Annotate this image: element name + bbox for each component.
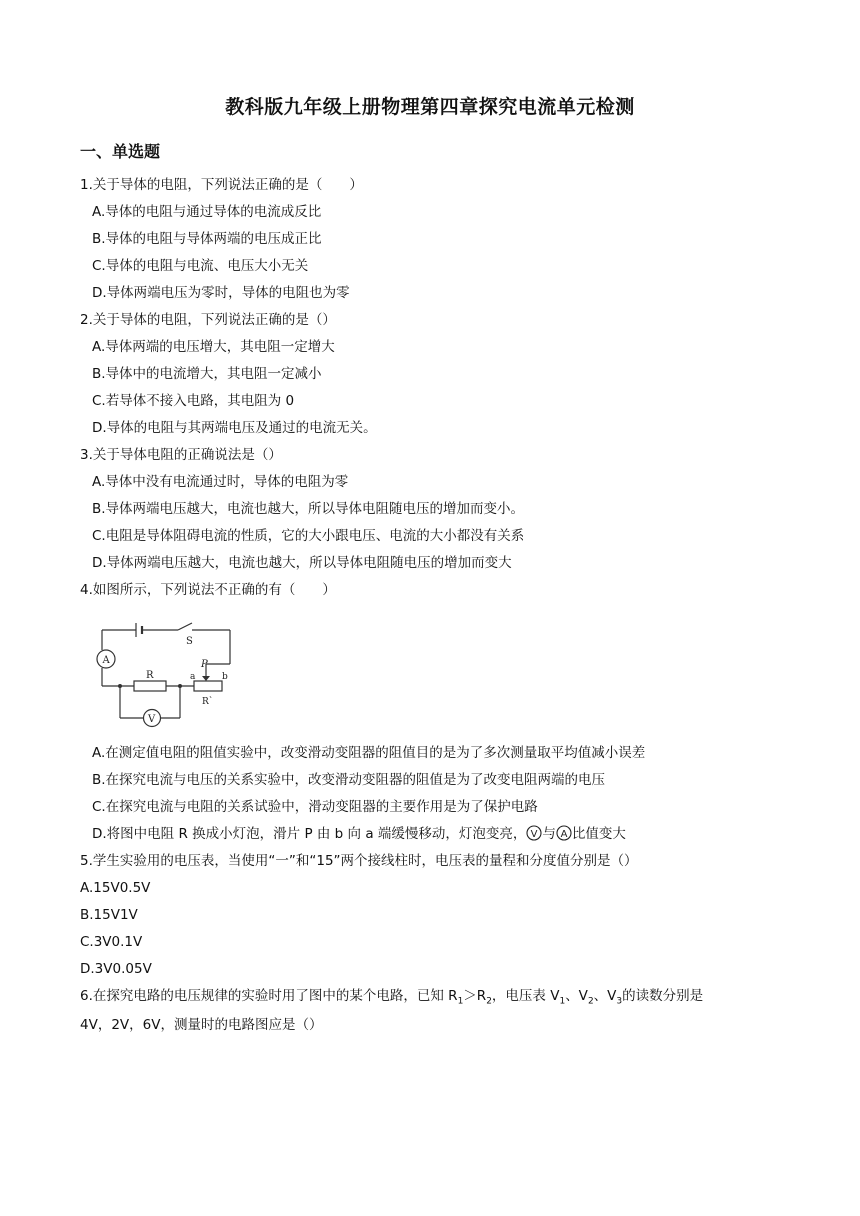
question-2-option-c: C.若导体不接入电路，其电阻为 0	[92, 393, 295, 409]
circuit-diagram	[92, 618, 242, 730]
question-6-stem-line-1: 6.在探究电路的电压规律的实验时用了图中的某个电路，已知 $R_1>R_2$，电压表 $V_1$、$V_2$、$V_3$的读数分别是	[80, 988, 704, 1007]
question-3-option-a: A.导体中没有电流通过时，导体的电阻为零	[92, 474, 349, 490]
label-voltmeter: V	[148, 714, 156, 725]
voltmeter-symbol-icon	[526, 825, 542, 841]
resistor-r	[134, 681, 166, 691]
question-3-stem: 3.关于导体电阻的正确说法是（）	[80, 447, 282, 463]
section-heading: 一、单选题	[80, 142, 161, 161]
question-4-stem: 4.如图所示，下列说法不正确的有（ ）	[80, 582, 336, 598]
label-end-a: a	[190, 672, 196, 682]
question-3-option-c: C.电阻是导体阻碍电流的性质，它的大小跟电压、电流的大小都没有关系	[92, 528, 525, 544]
question-4-option-d-mid: 与	[542, 826, 556, 842]
question-5-option-b: B.15V1V	[80, 907, 138, 923]
svg-text:V: V	[530, 829, 538, 840]
document-title: 教科版九年级上册物理第四章探究电流单元检测	[225, 96, 635, 118]
question-1-option-d: D.导体两端电压为零时，导体的电阻也为零	[92, 285, 350, 301]
question-5-option-d: D.3V0.05V	[80, 961, 152, 977]
question-1-stem: 1.关于导体的电阻，下列说法正确的是（ ）	[80, 177, 363, 193]
label-slider: P	[201, 659, 208, 670]
question-1-option-c: C.导体的电阻与电流、电压大小无关	[92, 258, 309, 274]
question-2-stem: 2.关于导体的电阻，下列说法正确的是（）	[80, 312, 336, 328]
label-rheostat: R`	[202, 697, 214, 707]
svg-text:A: A	[560, 829, 568, 840]
question-6-stem-line-2: 4V，2V，6V，测量时的电路图应是（）	[80, 1017, 323, 1033]
question-4-option-c: C.在探究电流与电阻的关系试验中，滑动变阻器的主要作用是为了保护电路	[92, 799, 538, 815]
switch-blade	[178, 623, 192, 630]
question-4-option-d	[92, 824, 626, 844]
question-3-option-b: B.导体两端电压越大，电流也越大，所以导体电阻随电压的增加而变小。	[92, 501, 525, 517]
question-4-option-d-text: D.将图中电阻 R 换成小灯泡，滑片 P 由 b 向 a 端缓慢移动，灯泡变亮，	[92, 826, 527, 842]
question-5-option-c: C.3V0.1V	[80, 934, 143, 950]
question-1-option-a: A.导体的电阻与通过导体的电流成反比	[92, 204, 322, 220]
rheostat	[194, 681, 222, 691]
question-5-option-a: A.15V0.5V	[80, 880, 151, 896]
question-1-option-b: B.导体的电阻与导体两端的电压成正比	[92, 231, 322, 247]
question-2-option-b: B.导体中的电流增大，其电阻一定减小	[92, 366, 322, 382]
label-end-b: b	[222, 672, 228, 682]
question-2-option-a: A.导体两端的电压增大，其电阻一定增大	[92, 339, 335, 355]
ammeter-symbol-icon	[556, 825, 572, 841]
slider-arrow	[202, 676, 210, 681]
question-4-option-a: A.在测定值电阻的阻值实验中，改变滑动变阻器的阻值目的是为了多次测量取平均值减小误差	[92, 745, 646, 761]
question-3-option-d: D.导体两端电压越大，电流也越大，所以导体电阻随电压的增加而变大	[92, 555, 512, 571]
question-5-stem: 5.学生实验用的电压表，当使用“一”和“15”两个接线柱时，电压表的量程和分度值分别是（）	[80, 853, 638, 869]
label-ammeter: A	[102, 655, 110, 666]
question-2-option-d: D.导体的电阻与其两端电压及通过的电流无关。	[92, 420, 377, 436]
label-switch: S	[186, 636, 193, 647]
question-4-option-d-suffix: 比值变大	[571, 826, 626, 842]
question-4-option-b: B.在探究电流与电压的关系实验中，改变滑动变阻器的阻值是为了改变电阻两端的电压	[92, 772, 606, 788]
label-resistor: R	[146, 670, 154, 681]
